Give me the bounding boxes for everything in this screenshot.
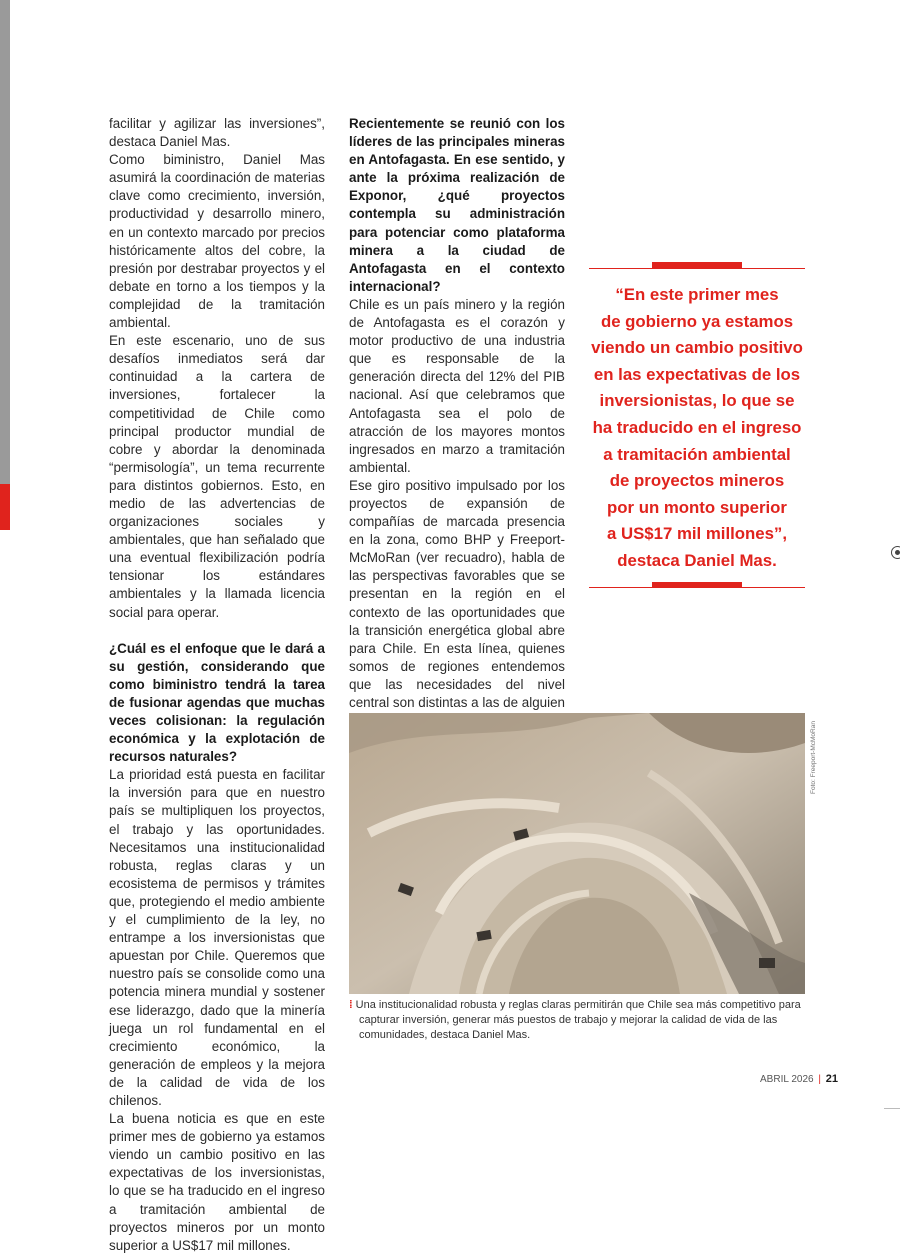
body-paragraph: facilitar y agilizar las inversiones”, destaca Daniel Mas. [109, 116, 325, 150]
pull-quote-line: de gobierno ya estamos [600, 311, 794, 331]
interview-question: Recientemente se reunió con los líderes de las principales mineras en Antofagasta. En ese sentido, y ante la próxima realización de Exponor, ¿qué proyectos contempla su administración para potenciar como plataforma minera a la ciudad de Antofagasta en el contexto internacional? [349, 116, 565, 294]
page-number: 21 [825, 1073, 838, 1085]
caption-text: Una institucionalidad robusta y reglas claras permitirán que Chile sea más competitivo para capturar inversión, generar más puestos de trabajo y mejorar la calidad de vida de las comunidades, destaca Daniel Mas. [355, 999, 801, 1041]
crop-mark [884, 1108, 900, 1109]
photo-credit-text: Foto: Freeport-McMoRan [810, 721, 817, 794]
interview-question: ¿Cuál es el enfoque que le dará a su gestión, considerando que como biministro tendrá la tarea de fusionar agendas que muchas veces colisionan: la regulación económica y la explotación de recursos naturales? [109, 640, 325, 765]
pull-quote-line: viendo un cambio positivo [591, 338, 803, 358]
photo-credit [806, 716, 820, 796]
pull-quote-line: a tramitación ambiental [603, 444, 791, 464]
pull-quote-line: por un monto superior [607, 497, 787, 517]
pull-quote-top-rule [589, 268, 805, 269]
page-footer [760, 1073, 838, 1085]
body-paragraph: La buena noticia es que en este primer mes de gobierno ya estamos viendo un cambio positivo en las expectativas de los inversionistas, lo que se ha traducido en el ingreso a tramitación ambiental de proyectos mineros por un monto superior a US$17 mil millones. [109, 1111, 325, 1253]
pull-quote-top-bar [652, 262, 742, 268]
body-paragraph: Como biministro, Daniel Mas asumirá la coordinación de materias clave como crecimiento, inversión, productividad y desarrollo minero, en un contexto marcado por precios históricamente altos del cobre, la presión por destrabar proyectos y el debate en torno a los tiempos y la complejidad de la tramitación ambiental. [109, 152, 325, 331]
photo-caption [349, 998, 805, 1043]
body-paragraph: Chile es un país minero y la región de Antofagasta es el corazón y motor productivo de una industria que es responsable de la generación directa del 12% del PIB nacional. Así que celebramos que Antofagasta sea el polo de atracción de los mayores montos ingresados en marzo a tramitación ambiental. [349, 296, 565, 475]
pull-quote-line: a US$17 mil millones”, [606, 524, 787, 544]
pull-quote-text [589, 282, 805, 575]
caption-marker-icon: ⁞ [349, 999, 353, 1011]
side-accent-bar-gray [0, 0, 10, 484]
body-paragraph: En este escenario, uno de sus desafíos inmediatos será dar continuidad a la cartera de inversiones, fortalecer la competitividad de Chile como principal productor mundial de cobre y abordar la denominada “permisología”, un tema recurrente para distintos gobiernos. Esto, en medio de las advertencias de organizaciones sociales y ambientales, que han señalado que una eventual flexibilización podría tensionar los estándares ambientales y la llamada licencia social para operar. [109, 333, 325, 620]
pull-quote-line: de proyectos mineros [609, 471, 785, 491]
pull-quote-line: inversionistas, lo que se [599, 391, 795, 411]
open-pit-mine-illustration [349, 713, 805, 994]
issue-date: ABRIL 2026 [760, 1074, 814, 1085]
mine-photo [349, 713, 805, 994]
body-paragraph: Ese giro positivo impulsado por los proyectos de expansión de compañías de marcada presencia en la zona, como BHP y Freeport-McMoRan (ver recuadro), habla de las perspectivas favorables que se presentan en la región en el contexto de las oportunidades que la transición energética global abre para Chile. En esta línea, quienes somos de regiones entendemos que las necesidades del nivel central son distintas a las de alguien [349, 477, 565, 710]
pull-quote-line: “En este primer mes [615, 285, 779, 304]
paragraph-spacer [109, 622, 325, 640]
article-column-1 [109, 115, 325, 1255]
pull-quote-line: en las expectativas de los [593, 364, 801, 384]
side-accent-bar-red [0, 484, 10, 530]
registration-mark-icon [891, 546, 900, 559]
pull-quote [589, 262, 805, 588]
pull-quote-line: ha traducido en el ingreso [592, 417, 802, 437]
body-paragraph: La prioridad está puesta en facilitar la inversión para que en nuestro país se multipliquen los proyectos, el trabajo y las oportunidades. Necesitamos una institucionalidad robusta, reglas claras y un ecosistema de permisos y trámites que, protegiendo el medio ambiente y el cumplimiento de la ley, no entrampe a los inversionistas que apuestan por Chile. Queremos que nuestro país se consolide como una potencia minera mundial y sostener ese liderazgo, dado que la minería juega un rol fundamental en el crecimiento económico, la generación de empleos y la mejora de la calidad de vida de los chilenos. [109, 767, 325, 1108]
pull-quote-line: destaca Daniel Mas. [617, 550, 777, 570]
pull-quote-bottom-bar [652, 582, 742, 588]
footer-separator: | [818, 1074, 821, 1085]
